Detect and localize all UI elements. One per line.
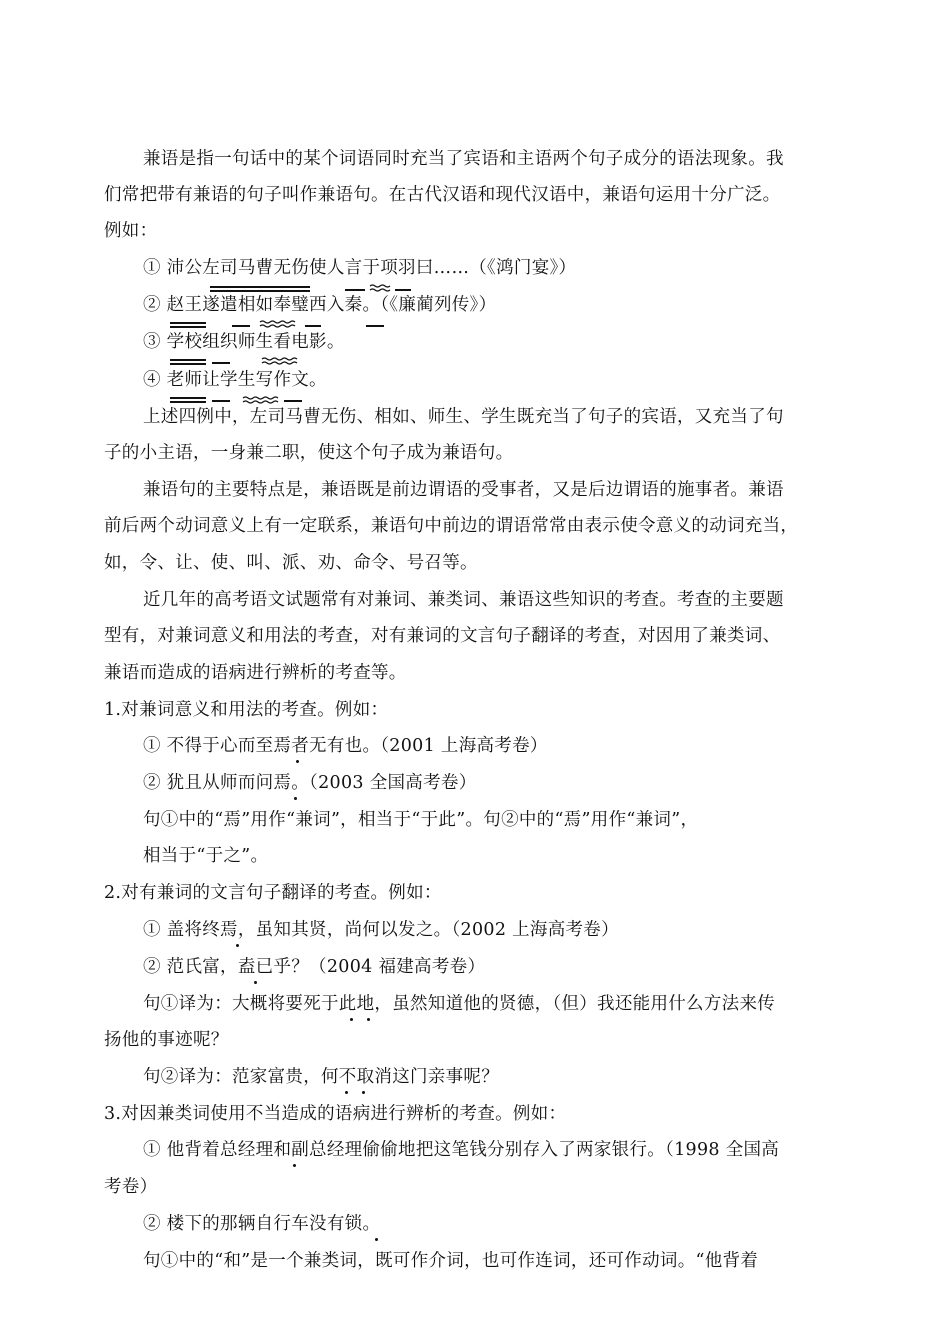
- features-line-2: 前后两个动词意义上有一定联系，兼语句中前边的谓语常常由表示使令意义的动词充当，: [104, 516, 799, 536]
- predicate-line: [232, 325, 250, 327]
- section-3-example-2: ② 楼下的那辆自行车没有锁。: [143, 1214, 381, 1234]
- summary-line-1: 上述四例中，左司马曹无伤、相如、师生、学生既充当了句子的宾语，又充当了句: [143, 407, 784, 427]
- exam-line-2: 型有，对兼词意义和用法的考查，对有兼词的文言句子翻译的考查，对因用了兼类词、: [104, 626, 781, 646]
- predicate-line: [305, 325, 321, 327]
- subject-double-line: [210, 286, 310, 288]
- section-1-note-2: 相当于“于之”。: [143, 846, 269, 866]
- section-1-example-1: ① 不得于心而至焉者无有也。（2001 上海高考卷）: [143, 736, 548, 756]
- intro-line-2: 们常把带有兼语的句子叫作兼语句。在古代汉语和现代汉语中，兼语句运用十分广泛。: [104, 185, 781, 205]
- section-2-title: 2.对有兼词的文言句子翻译的考查。例如：: [104, 883, 442, 903]
- section-1-example-2: ② 犹且从师而问焉。（2003 全国高考卷）: [143, 773, 477, 793]
- predicate-line: [345, 289, 365, 291]
- emphasis-dot: [375, 1238, 378, 1241]
- section-1-title: 1.对兼词意义和用法的考查。例如：: [104, 700, 389, 720]
- emphasis-dot: [296, 760, 299, 763]
- example-2: ② 赵王遂遣相如奉璧西入秦。（《廉蔺列传》）: [143, 295, 497, 315]
- subject-double-line: [170, 359, 206, 361]
- section-3-example-1: ① 他背着总经理和副总经理偷偷地把这笔钱分别存入了两家银行。（1998 全国高: [143, 1140, 780, 1160]
- section-3-note-1: 句①中的“和”是一个兼类词，既可作介词，也可作连词，还可作动词。“他背着: [143, 1251, 759, 1271]
- example-4: ④ 老师让学生写作文。: [143, 370, 327, 390]
- features-line-1: 兼语句的主要特点是，兼语既是前边谓语的受事者，又是后边谓语的施事者。兼语: [143, 480, 784, 500]
- section-1-note-1: 句①中的“焉”用作“兼词”，相当于“于此”。句②中的“焉”用作“兼词”，: [143, 810, 699, 830]
- features-line-3: 如，令、让、使、叫、派、劝、命令、号召等。: [104, 553, 478, 573]
- subject-double-line: [170, 322, 206, 324]
- subject-double-line: [170, 326, 206, 328]
- emphasis-dot: [345, 1091, 348, 1094]
- section-2-note-3: 句②译为：范家富贵，何不取消这门亲事呢？: [143, 1067, 499, 1087]
- subject-double-line: [210, 290, 310, 292]
- section-2-example-1: ① 盖将终焉，虽知其贤，尚何以发之。（2002 上海高考卷）: [143, 920, 619, 940]
- section-3-example-1-cont: 考卷）: [104, 1177, 158, 1197]
- object-wavy-line: [243, 396, 279, 404]
- example-1: ① 沛公左司马曹无伤使人言于项羽曰……（《鸿门宴》）: [143, 258, 577, 278]
- intro-line-3: 例如：: [104, 221, 158, 241]
- subject-double-line: [170, 397, 206, 399]
- emphasis-dot: [350, 1018, 353, 1021]
- emphasis-dot: [362, 1091, 365, 1094]
- emphasis-dot: [367, 1018, 370, 1021]
- subject-double-line: [170, 363, 206, 365]
- summary-line-2: 子的小主语，一身兼二职，使这个句子成为兼语句。: [104, 443, 514, 463]
- emphasis-dot: [293, 1164, 296, 1167]
- section-3-title: 3.对因兼类词使用不当造成的语病进行辨析的考查。例如：: [104, 1104, 567, 1124]
- predicate-line: [212, 362, 230, 364]
- intro-line-1: 兼语是指一句话中的某个词语同时充当了宾语和主语两个句子成分的语法现象。我: [143, 149, 784, 169]
- emphasis-dot: [294, 797, 297, 800]
- example-3: ③ 学校组织师生看电影。: [143, 332, 345, 352]
- predicate-line: [284, 400, 302, 402]
- predicate-line: [395, 289, 411, 291]
- section-2-note-2: 扬他的事迹呢？: [104, 1030, 229, 1050]
- object-wavy-line: [370, 284, 390, 292]
- predicate-line: [366, 325, 384, 327]
- emphasis-dot: [254, 981, 257, 984]
- section-2-note-1: 句①译为：大概将要死于此地，虽然知道他的贤德，（但）我还能用什么方法来传: [143, 994, 776, 1014]
- exam-line-3: 兼语而造成的语病进行辨析的考查等。: [104, 663, 407, 683]
- subject-double-line: [170, 401, 206, 403]
- predicate-line: [212, 400, 230, 402]
- object-wavy-line: [262, 357, 298, 365]
- section-2-example-2: ② 范氏富，盍已乎？（2004 福建高考卷）: [143, 957, 486, 977]
- exam-line-1: 近几年的高考语文试题常有对兼词、兼类词、兼语这些知识的考查。考查的主要题: [143, 590, 784, 610]
- object-wavy-line: [260, 320, 296, 328]
- emphasis-dot: [236, 944, 239, 947]
